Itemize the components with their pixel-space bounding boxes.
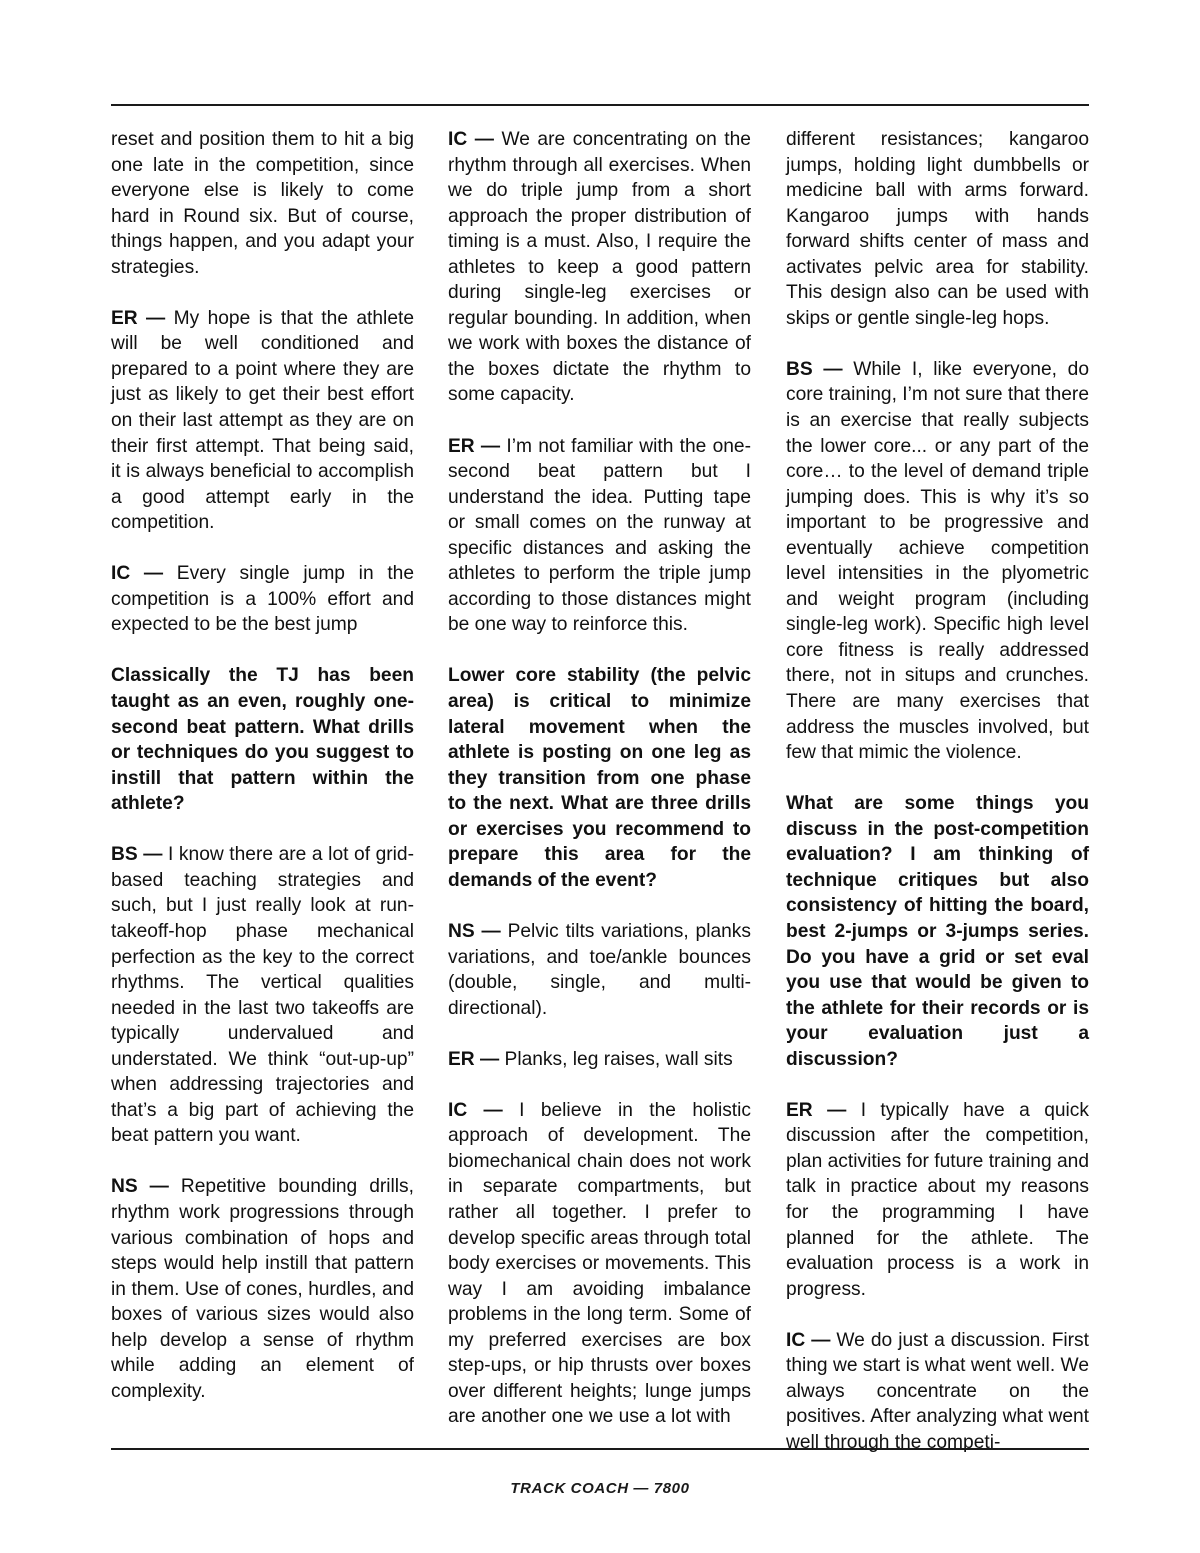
answer-paragraph: [786, 1098, 1089, 1302]
bottom-rule: [111, 1448, 1089, 1450]
top-rule: [111, 104, 1089, 106]
speaker-label: BS —: [786, 358, 854, 380]
column-1: [111, 127, 414, 1427]
paragraph: [111, 127, 414, 280]
question-paragraph: Lower core stability (the pelvic area) is critical to minimize lateral movement when the athlete is posting on one leg as they transition from one phase to the next. What are three drills or exercises you recommend to prepare this area for the demands of the event?: [448, 665, 751, 891]
answer-text: Pelvic tilts variations, planks variations, and toe/ankle bounces (double, single, and multi-directional).: [448, 920, 751, 1019]
speaker-label: IC —: [786, 1329, 837, 1351]
answer-paragraph: [111, 1174, 414, 1404]
answer-paragraph: [111, 842, 414, 1149]
paragraph-text: different resistances; kangaroo jumps, holding light dumbbells or medicine ball with arms forward. Kangaroo jumps with hands forward shifts center of mass and activates pelvic area for stability. This design also can be used with skips or gentle single-leg hops.: [786, 129, 1089, 329]
speaker-label: BS —: [111, 844, 169, 866]
answer-text: Repetitive bounding drills, rhythm work progressions through various combination of hops and steps would help instill that pattern in them. Use of cones, hurdles, and boxes of various sizes would also help develop a sense of rhythm while adding an element of complexity.: [111, 1176, 414, 1402]
speaker-label: IC —: [448, 129, 502, 150]
speaker-label: IC —: [111, 563, 177, 585]
answer-paragraph: [448, 434, 751, 638]
speaker-label: NS —: [448, 920, 508, 942]
speaker-label: ER —: [786, 1099, 861, 1121]
column-3: [786, 127, 1089, 1453]
answer-paragraph: [786, 1328, 1089, 1456]
question-paragraph: What are some things you discuss in the post-competition evaluation? I am thinking of technique critiques but also consistency of hitting the board, best 2-jumps or 3-jumps series. Do you have a grid or set eval you use that would be given to the athlete for their records or is your evaluation just a discussion?: [786, 793, 1089, 1070]
answer-paragraph: [111, 306, 414, 536]
answer-text: While I, like everyone, do core training, I’m not sure that there is an exercise that really subjects the lower core... or any part of the core… to the level of demand triple jumping does. This is why it’s so important to be progressive and eventually achieve competition level intensities in the plyometric and weight program (including single-leg work). Specific high level core fitness is really addressed there, not in situps and crunches. There are many exercises that address the muscles involved, but few that mimic the violence.: [786, 358, 1089, 764]
answer-text: My hope is that the athlete will be well conditioned and prepared to a point where they are just as likely to get their best effort on their last attempt as they are on their first attempt. That being said, it is always beneficial to accomplish a good attempt early in the competition.: [111, 307, 414, 534]
answer-text: Planks, leg raises, wall sits: [504, 1048, 733, 1070]
speaker-label: NS —: [111, 1176, 181, 1198]
answer-text: I typically have a quick discussion after the competition, plan activities for future training and talk in practice about my reasons for the programming I have planned for the athlete. The evaluation process is a work in progress.: [786, 1099, 1089, 1300]
answer-text: I believe in the holistic approach of development. The biomechanical chain does not work in separate compartments, but rather all together. I prefer to develop specific areas through total body exercises or movements. This way I am avoiding imbalance problems in the long term. Some of my preferred exercises are box step-ups, or hip thrusts over boxes over different heights; lunge jumps are another one we use a lot with: [448, 1099, 751, 1428]
column-2: [448, 127, 751, 1427]
paragraph-text: reset and position them to hit a big one late in the competition, since everyone else is likely to come hard in Round six. But of course, things happen, and you adapt your strategies.: [111, 129, 414, 278]
answer-paragraph: [111, 561, 414, 638]
answer-text: We are concentrating on the rhythm through all exercises. When we do triple jump from a short approach the proper distribution of timing is a must. Also, I require the athletes to keep a good pattern during single-leg exercises or regular bounding. In addition, when we work with boxes the distance of the boxes dictate the rhythm to some capacity.: [448, 129, 751, 406]
answer-paragraph: [448, 127, 751, 408]
paragraph: [786, 127, 1089, 331]
answer-paragraph: [786, 357, 1089, 766]
question-paragraph: Classically the TJ has been taught as an even, roughly one-second beat pattern. What drills or techniques do you suggest to instill that pattern within the athlete?: [111, 665, 414, 815]
answer-text: Every single jump in the competition is a 100% effort and expected to be the best jump: [111, 563, 414, 636]
speaker-label: IC —: [448, 1099, 520, 1121]
answer-paragraph: [448, 1047, 751, 1073]
answer-paragraph: [448, 919, 751, 1021]
speaker-label: ER —: [448, 1048, 505, 1070]
speaker-label: ER —: [111, 307, 174, 329]
answer-text: I know there are a lot of grid-based teaching strategies and such, but I just really look at run-takeoff-hop phase mechanical perfection as the key to the correct rhythms. The vertical qualities needed in the last two takeoffs are typically undervalued and understated. We think “out-up-up” when addressing trajectories and that’s a big part of achieving the beat pattern you want.: [111, 844, 414, 1147]
answer-paragraph: [448, 1098, 751, 1430]
speaker-label: ER —: [448, 435, 507, 457]
answer-text: We do just a discussion. First thing we start is what went well. We always concentrate on the positives. After analyzing what went well through the competi-: [786, 1329, 1089, 1453]
page-footer: TRACK COACH — 7800: [510, 1480, 690, 1497]
answer-text: I’m not familiar with the one-second beat pattern but I understand the idea. Putting tape or small comes on the runway at specific distances and asking the athletes to perform the triple jump according to those distances might be one way to reinforce this.: [448, 435, 751, 636]
